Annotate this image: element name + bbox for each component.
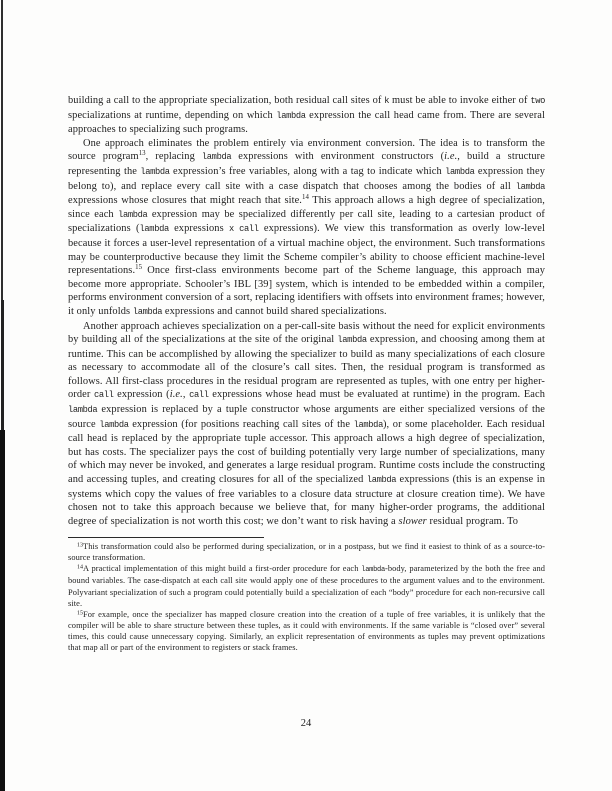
text-run: lambda <box>99 419 129 430</box>
text-run: expressions <box>168 223 229 235</box>
page-number: 24 <box>300 718 312 729</box>
body-text-block <box>68 94 545 653</box>
text-run: expressions whose closures that might reach that site. <box>68 195 303 207</box>
text-run: x <box>228 224 234 235</box>
footnote <box>68 564 545 610</box>
text-run: lambda <box>361 566 385 575</box>
text-run: expressions and cannot build shared specializations. <box>162 305 387 317</box>
text-run: -body, parameterized by the both the free and bound variables. The <box>68 564 545 586</box>
paragraphs-container <box>68 94 545 528</box>
text-run: For example, once the specializer has mapped closure creation into the creation of a tuple of free variables, it is unlikely that the compiler will be able to share structure between these tuples, as it could with environments. If the same variable is “closed over” several times, this could cause unnecessary copying. Similarly, an explicit representation of environments as tuples may prevent optimizations that map all or part of the environment to registers or stack frames. <box>68 609 545 652</box>
text-run: lambda <box>201 152 232 163</box>
footnote-marker: 15 <box>77 610 84 617</box>
text-run: lambda <box>139 224 169 235</box>
text-run: lambda <box>140 166 170 177</box>
text-run: slower <box>398 515 427 527</box>
footnote <box>68 542 545 564</box>
footnote <box>68 610 545 654</box>
text-run: two <box>530 96 546 106</box>
text-run: ), or some placeholder. Each residual call head is replaced by the appropriate tuple accessor. This approach allows a high degree of specialization, but has costs. The specializer pays the cost of building potentially very large number of specializations, many of which may never be invoked, and generates a large residual program. Runtime costs include the constructing and accessing tuples, and creating closures for all of the specialized <box>68 418 545 486</box>
text-run: Once first-class environments become part of the Scheme language, this approach may become more appropriate. Schooler’s IBL [39] system, which is intended to be embedded within a compiler, performs environment conversion of a sort, replacing identifiers with offsets into environment frames; however, it only unfolds <box>68 265 545 317</box>
text-run: lambda <box>445 166 475 177</box>
text-run: case <box>278 181 298 192</box>
text-run: call <box>189 390 209 401</box>
text-run: i.e. <box>169 389 183 401</box>
text-run: expressions with environment constructors ( <box>231 151 445 163</box>
text-run: expressions (this is an expense in systems which copy the values of free variables to a closure data structure at closure creation time). We have chosen not to take this approach because we believe that, for many higher-order programs, the additional degree of specialization is not worth this cost; we don’t want to risk having a <box>68 474 545 527</box>
text-run: must be able to invoke either of <box>389 95 531 106</box>
text-run: , build a structure representing the <box>68 151 545 177</box>
text-run: k <box>384 96 390 106</box>
text-run: specializations at runtime, depending on which <box>68 109 277 121</box>
scan-artifact-left-edge <box>1 300 4 430</box>
text-run: expression may be specialized differently per call site, leading to a cartesian product of specializations ( <box>68 208 545 235</box>
text-run: lambda <box>515 181 546 192</box>
text-run: expression (for positions reaching call sites of the <box>128 418 354 430</box>
text-run: lambda <box>68 405 98 416</box>
text-run: lambda <box>353 419 383 430</box>
text-run: expression’s free variables, along with a tag to indicate which <box>169 165 446 177</box>
text-run: , <box>182 389 190 401</box>
footnote-ref-superscript: 13 <box>138 150 146 158</box>
text-run: lambda <box>276 110 306 121</box>
scan-artifact-left-edge <box>1 0 3 300</box>
text-run: expression ( <box>113 389 170 401</box>
text-run: call <box>239 224 259 235</box>
text-run: expressions). We view this transformation as overly low-level because it forces a user-level representation of a virtual machine object, the environment. Such transformations may be counterproductive because they limit the Scheme compiler’s ability to choose efficient machine-level representations. <box>68 223 545 277</box>
footnote-ref-superscript: 14 <box>302 194 309 202</box>
text-run: This transformation could also be performed during specialization, or in a postpass, but we find it easiest to think of as a source-to-source transformation. <box>68 542 545 563</box>
footnote-marker: 13 <box>77 542 84 549</box>
text-run: expression, and choosing among them at runtime. This can be accomplished by allowing the specializer to build as many specializations of each closure as necessary to accommodate all of the closure’s call sites. Then, the residual program is transformed as follows. All first-class procedures in the residual program are represented as tuples, with one entry per higher-order <box>68 334 545 401</box>
text-run: expression the call head came from. There are several approaches to specializing such programs. <box>68 109 545 136</box>
text-run: A practical implementation of this might build a first-order procedure for each <box>83 564 362 574</box>
footnotes-container <box>68 542 545 653</box>
text-run: expression they belong to), and replace every call site with a <box>68 165 545 192</box>
text-run: residual program. To <box>426 515 519 527</box>
text-run: lambda <box>366 475 397 486</box>
footnote-marker: 14 <box>77 564 84 571</box>
text-run: This approach allows a high degree of specialization, since each <box>68 195 545 220</box>
body-paragraph <box>68 320 545 529</box>
scan-artifact-left-edge <box>0 430 5 791</box>
text-run: expressions whose head must be evaluated at runtime) in the program. Each <box>208 389 545 401</box>
text-run: lambda <box>118 209 148 220</box>
text-run: -dispatch at each call site would apply one of these procedures to the argument values and to the environment. Polyvariant specialization of such a program could potentially build a specialization of each “body” procedure for each non-recursive call site. <box>68 576 545 608</box>
text-run: call <box>94 390 114 401</box>
body-paragraph <box>68 137 545 320</box>
text-run: building a call to the appropriate specialization, both residual call sites of <box>68 95 385 106</box>
text-run: i.e. <box>444 151 458 163</box>
footnote-separator-rule <box>68 537 264 538</box>
text-run: dispatch that chooses among the bodies of all <box>298 180 516 192</box>
text-run: lambda <box>132 306 163 317</box>
body-paragraph <box>68 94 545 137</box>
text-run: One approach eliminates the problem entirely via environment conversion. The idea is to transform the source program <box>68 137 545 163</box>
text-run: expression is replaced by a tuple constructor whose arguments are either specialized versions of the source <box>68 404 545 430</box>
text-run: case <box>143 578 160 587</box>
footnote-ref-superscript: 15 <box>135 264 143 272</box>
text-run: lambda <box>337 335 367 346</box>
text-run: Another approach achieves specialization on a per-call-site basis without the need for explicit environments by building all of the specializations at the site of the original <box>68 320 545 346</box>
text-run: , replacing <box>145 151 202 163</box>
